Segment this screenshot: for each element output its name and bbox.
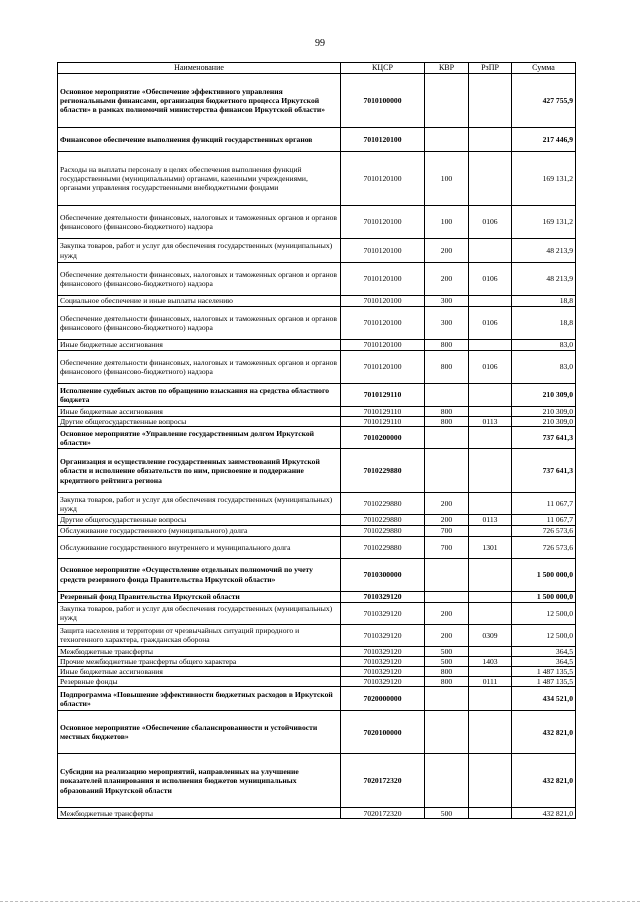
table-row (58, 206, 576, 239)
cell-kvr: 800 (425, 417, 469, 427)
cell-kcsr: 7010200000 (341, 427, 425, 449)
cell-kcsr: 7010229880 (341, 449, 425, 493)
cell-kcsr: 7010329120 (341, 591, 425, 602)
cell-rzpr (469, 602, 512, 624)
cell-kcsr: 7010329120 (341, 677, 425, 687)
cell-name: Подпрограмма «Повышение эффективности бюджетных расходов в Иркутской области» (58, 687, 341, 711)
cell-kvr: 800 (425, 407, 469, 417)
table-row (58, 74, 576, 128)
cell-kvr (425, 558, 469, 591)
cell-kvr (425, 427, 469, 449)
cell-rzpr: 0106 (469, 263, 512, 296)
cell-rzpr (469, 384, 512, 407)
header-kvr: КВР (425, 63, 469, 74)
table-row (58, 754, 576, 808)
cell-name: Резервные фонды (58, 677, 341, 687)
cell-kvr: 200 (425, 624, 469, 646)
table-row (58, 536, 576, 558)
cell-kcsr: 7010329120 (341, 656, 425, 666)
cell-kvr: 800 (425, 351, 469, 384)
cell-kvr (425, 711, 469, 754)
cell-name: Иные бюджетные ассигнования (58, 667, 341, 677)
cell-rzpr: 0111 (469, 677, 512, 687)
cell-name: Другие общегосударственные вопросы (58, 417, 341, 427)
cell-kcsr: 7010329120 (341, 602, 425, 624)
cell-kcsr: 7010129110 (341, 384, 425, 407)
cell-kcsr: 7010229880 (341, 493, 425, 515)
cell-sum: 169 131,2 (512, 152, 576, 206)
table-row (58, 340, 576, 351)
table-row (58, 239, 576, 263)
cell-name: Обслуживание государственного внутреннего и муниципального долга (58, 536, 341, 558)
cell-kvr: 800 (425, 677, 469, 687)
cell-sum: 18,8 (512, 307, 576, 340)
cell-rzpr (469, 427, 512, 449)
cell-name: Основное мероприятие «Обеспечение эффективного управления региональными финансами, организация бюджетного процесса Иркутской области» в рамках полномочий министерства финансов Иркутской области» (58, 74, 341, 128)
cell-rzpr: 0113 (469, 515, 512, 525)
cell-name: Иные бюджетные ассигнования (58, 340, 341, 351)
table-row (58, 515, 576, 525)
cell-sum: 83,0 (512, 351, 576, 384)
cell-kvr: 200 (425, 239, 469, 263)
cell-name: Иные бюджетные ассигнования (58, 407, 341, 417)
cell-kvr: 500 (425, 656, 469, 666)
cell-name: Резервный фонд Правительства Иркутской области (58, 591, 341, 602)
cell-rzpr (469, 239, 512, 263)
table-row (58, 711, 576, 754)
cell-name: Закупка товаров, работ и услуг для обеспечения государственных (муниципальных) нужд (58, 239, 341, 263)
cell-kcsr: 7010120100 (341, 206, 425, 239)
cell-sum: 427 755,9 (512, 74, 576, 128)
cell-rzpr (469, 493, 512, 515)
cell-name: Прочие межбюджетные трансферты общего характера (58, 656, 341, 666)
cell-name: Обеспечение деятельности финансовых, налоговых и таможенных органов и органов финансового (финансово-бюджетного) надзора (58, 206, 341, 239)
table-row (58, 525, 576, 536)
cell-rzpr (469, 646, 512, 656)
cell-name: Основное мероприятие «Обеспечение сбалансированности и устойчивости местных бюджетов» (58, 711, 341, 754)
cell-sum: 210 309,0 (512, 384, 576, 407)
cell-kcsr: 7010129110 (341, 417, 425, 427)
cell-sum: 169 131,2 (512, 206, 576, 239)
cell-name: Организация и осуществление государственных заимствований Иркутской области и исполнение обязательств по ним, присвоение и поддержание кредитного рейтинга региона (58, 449, 341, 493)
cell-sum: 11 067,7 (512, 515, 576, 525)
cell-kvr: 500 (425, 646, 469, 656)
cell-rzpr: 0106 (469, 307, 512, 340)
cell-rzpr: 0106 (469, 206, 512, 239)
cell-name: Основное мероприятие «Осуществление отдельных полномочий по учету средств резервного фонда Правительства Иркутской области» (58, 558, 341, 591)
cell-rzpr: 0113 (469, 417, 512, 427)
cell-sum: 726 573,6 (512, 536, 576, 558)
cell-sum: 1 500 000,0 (512, 558, 576, 591)
cell-rzpr (469, 449, 512, 493)
cell-rzpr: 0106 (469, 351, 512, 384)
cell-kcsr: 7010120100 (341, 296, 425, 307)
cell-kcsr: 7010120100 (341, 340, 425, 351)
table-row (58, 808, 576, 819)
cell-name: Исполнение судебных актов по обращению взыскания на средства областного бюджета (58, 384, 341, 407)
cell-kcsr: 7010120100 (341, 351, 425, 384)
cell-name: Защита населения и территории от чрезвычайных ситуаций природного и техногенного характера, гражданская оборона (58, 624, 341, 646)
cell-kvr: 800 (425, 340, 469, 351)
table-row (58, 427, 576, 449)
table-row (58, 656, 576, 666)
header-kcsr: КЦСР (341, 63, 425, 74)
cell-sum: 18,8 (512, 296, 576, 307)
cell-kvr: 200 (425, 493, 469, 515)
cell-sum: 83,0 (512, 340, 576, 351)
table-row (58, 152, 576, 206)
cell-kcsr: 7010229880 (341, 525, 425, 536)
cell-kcsr: 7010329120 (341, 667, 425, 677)
cell-rzpr: 1403 (469, 656, 512, 666)
table-row (58, 677, 576, 687)
cell-kcsr: 7010120100 (341, 152, 425, 206)
cell-kvr (425, 74, 469, 128)
cell-name: Другие общегосударственные вопросы (58, 515, 341, 525)
cell-sum: 217 446,9 (512, 128, 576, 152)
cell-sum: 210 309,0 (512, 407, 576, 417)
header-sum: Сумма (512, 63, 576, 74)
cell-kvr: 500 (425, 808, 469, 819)
cell-name: Межбюджетные трансферты (58, 646, 341, 656)
cell-kcsr: 7010120100 (341, 263, 425, 296)
cell-sum: 737 641,3 (512, 449, 576, 493)
cell-kvr: 200 (425, 263, 469, 296)
table-row (58, 128, 576, 152)
cell-sum: 364,5 (512, 646, 576, 656)
cell-sum: 12 500,0 (512, 602, 576, 624)
cell-rzpr (469, 340, 512, 351)
cell-rzpr (469, 407, 512, 417)
cell-sum: 364,5 (512, 656, 576, 666)
cell-kcsr: 7020000000 (341, 687, 425, 711)
cell-sum: 737 641,3 (512, 427, 576, 449)
cell-kcsr: 7010120100 (341, 128, 425, 152)
cell-kcsr: 7010100000 (341, 74, 425, 128)
cell-kvr (425, 384, 469, 407)
cell-kcsr: 7010329120 (341, 646, 425, 656)
scan-edge (0, 901, 640, 902)
cell-kcsr: 7020100000 (341, 711, 425, 754)
cell-rzpr (469, 667, 512, 677)
cell-name: Обеспечение деятельности финансовых, налоговых и таможенных органов и органов финансового (финансово-бюджетного) надзора (58, 263, 341, 296)
cell-name: Основное мероприятие «Управление государственным долгом Иркутской области» (58, 427, 341, 449)
table-row (58, 384, 576, 407)
cell-rzpr (469, 128, 512, 152)
cell-sum: 210 309,0 (512, 417, 576, 427)
cell-kvr (425, 754, 469, 808)
cell-name: Закупка товаров, работ и услуг для обеспечения государственных (муниципальных) нужд (58, 493, 341, 515)
cell-kcsr: 7020172320 (341, 808, 425, 819)
cell-name: Субсидии на реализацию мероприятий, направленных на улучшение показателей планирования и исполнения бюджетов муниципальных образований Иркутской области (58, 754, 341, 808)
cell-rzpr (469, 296, 512, 307)
table-row (58, 624, 576, 646)
table-row (58, 307, 576, 340)
cell-rzpr (469, 808, 512, 819)
table-row (58, 646, 576, 656)
cell-kvr: 800 (425, 667, 469, 677)
table-row (58, 296, 576, 307)
table-row (58, 417, 576, 427)
table-row (58, 687, 576, 711)
cell-kvr (425, 591, 469, 602)
cell-kvr (425, 449, 469, 493)
cell-sum: 434 521,0 (512, 687, 576, 711)
cell-sum: 432 821,0 (512, 808, 576, 819)
cell-sum: 1 500 000,0 (512, 591, 576, 602)
table-row (58, 602, 576, 624)
cell-name: Обслуживание государственного (муниципального) долга (58, 525, 341, 536)
cell-rzpr: 0309 (469, 624, 512, 646)
cell-kcsr: 7010300000 (341, 558, 425, 591)
cell-kcsr: 7010120100 (341, 307, 425, 340)
table-row (58, 407, 576, 417)
cell-rzpr (469, 525, 512, 536)
cell-rzpr (469, 74, 512, 128)
cell-rzpr (469, 558, 512, 591)
cell-sum: 726 573,6 (512, 525, 576, 536)
cell-name: Закупка товаров, работ и услуг для обеспечения государственных (муниципальных) нужд (58, 602, 341, 624)
cell-name: Расходы на выплаты персоналу в целях обеспечения выполнения функций государственными (муниципальными) органами, казенными учреждениями, органами управления государственными внебюджетными фондами (58, 152, 341, 206)
cell-sum: 1 487 135,5 (512, 667, 576, 677)
cell-kvr (425, 128, 469, 152)
table-header-row (58, 63, 576, 74)
cell-name: Социальное обеспечение и иные выплаты населению (58, 296, 341, 307)
cell-sum: 1 487 135,5 (512, 677, 576, 687)
cell-kvr: 100 (425, 206, 469, 239)
cell-sum: 48 213,9 (512, 263, 576, 296)
cell-rzpr (469, 754, 512, 808)
cell-kvr: 200 (425, 602, 469, 624)
cell-kvr: 300 (425, 296, 469, 307)
cell-name: Финансовое обеспечение выполнения функций государственных органов (58, 128, 341, 152)
cell-kvr: 700 (425, 525, 469, 536)
header-rzpr: РзПР (469, 63, 512, 74)
cell-sum: 11 067,7 (512, 493, 576, 515)
table-row (58, 263, 576, 296)
cell-name: Обеспечение деятельности финансовых, налоговых и таможенных органов и органов финансового (финансово-бюджетного) надзора (58, 307, 341, 340)
table-row (58, 558, 576, 591)
cell-kvr: 300 (425, 307, 469, 340)
cell-kcsr: 7010329120 (341, 624, 425, 646)
cell-kvr: 700 (425, 536, 469, 558)
cell-kvr (425, 687, 469, 711)
cell-kvr: 200 (425, 515, 469, 525)
cell-kcsr: 7010229880 (341, 515, 425, 525)
table-row (58, 449, 576, 493)
header-name: Наименование (58, 63, 341, 74)
cell-sum: 432 821,0 (512, 711, 576, 754)
budget-table (57, 62, 576, 819)
cell-sum: 48 213,9 (512, 239, 576, 263)
cell-rzpr: 1301 (469, 536, 512, 558)
table-row (58, 591, 576, 602)
table-row (58, 667, 576, 677)
cell-rzpr (469, 591, 512, 602)
cell-rzpr (469, 687, 512, 711)
cell-name: Межбюджетные трансферты (58, 808, 341, 819)
cell-rzpr (469, 711, 512, 754)
table-row (58, 351, 576, 384)
cell-kvr: 100 (425, 152, 469, 206)
cell-kcsr: 7020172320 (341, 754, 425, 808)
cell-kcsr: 7010120100 (341, 239, 425, 263)
page-number: 99 (315, 38, 325, 49)
cell-kcsr: 7010229880 (341, 536, 425, 558)
table-body (58, 74, 576, 819)
cell-sum: 12 500,0 (512, 624, 576, 646)
table-row (58, 493, 576, 515)
cell-rzpr (469, 152, 512, 206)
cell-sum: 432 821,0 (512, 754, 576, 808)
cell-kcsr: 7010129110 (341, 407, 425, 417)
cell-name: Обеспечение деятельности финансовых, налоговых и таможенных органов и органов финансового (финансово-бюджетного) надзора (58, 351, 341, 384)
